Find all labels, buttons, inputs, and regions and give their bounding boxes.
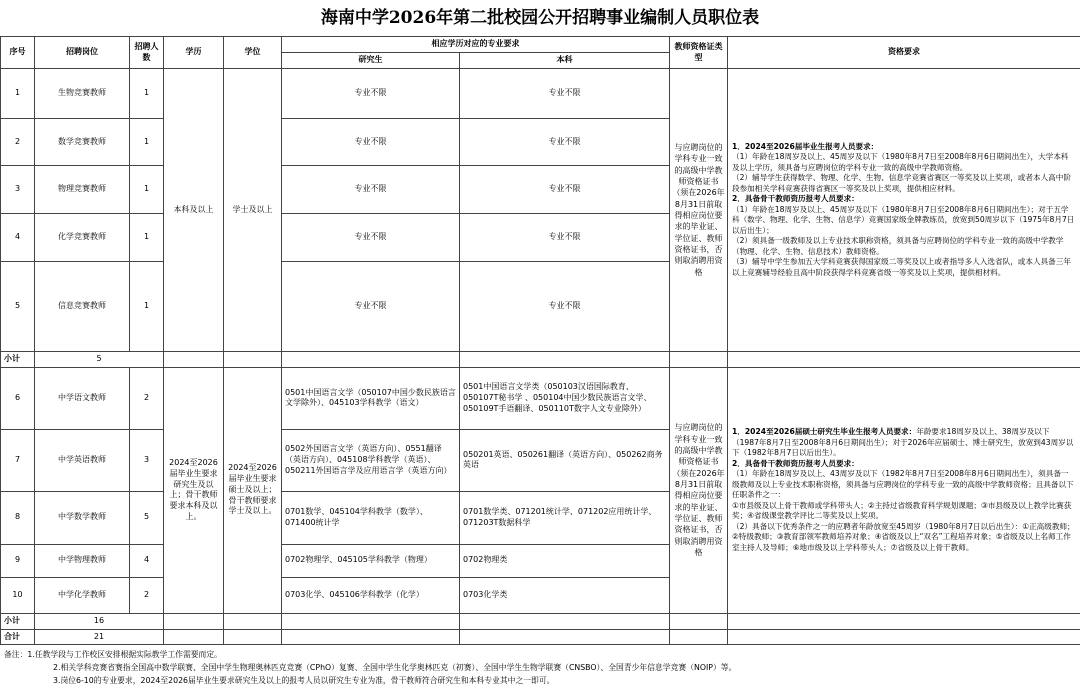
cell-education: 本科及以上 — [164, 69, 224, 352]
note-1: 备注：1.任教学段与工作校区安排根据实际教学工作需要而定。 — [4, 650, 222, 659]
cell-position: 物理竞赛教师 — [35, 166, 130, 214]
cell-position: 化学竞赛教师 — [35, 214, 130, 262]
cell-seq: 1 — [1, 69, 35, 119]
cell-count: 4 — [130, 544, 164, 577]
cell-count: 1 — [130, 262, 164, 352]
req-line: （2）须具备一级教师及以上专业技术职称资格，须具备与应聘岗位的学科专业一致的高级中学教学（物理、化学、生物、信息技术）教师资格。 — [732, 236, 1064, 256]
header-major-group: 相应学历对应的专业要求 — [282, 37, 670, 53]
cell-position: 信息竞赛教师 — [35, 262, 130, 352]
subtotal-label: 小计 — [1, 352, 35, 368]
req-heading: 1．2024至2026届硕士研究生毕业生报考人员要求： — [732, 427, 917, 437]
cell-degree: 2024至2026届毕业生要求硕士及以上；骨干教师要求学士及以上。 — [224, 367, 282, 613]
table-row — [1, 367, 1080, 429]
header-qualification: 资格要求 — [728, 37, 1080, 69]
cell-position: 数学竞赛教师 — [35, 119, 130, 166]
cell-grad-major: 专业不限 — [282, 119, 460, 166]
subtotal-label: 小计 — [1, 613, 35, 629]
header-degree: 学位 — [224, 37, 282, 69]
cell-count: 5 — [130, 491, 164, 544]
req-line: （3）辅导中学生参加五大学科竞赛获得国家级二等奖及以上或者指导多人入选省队，或本人具备三年以上竞赛辅导经验且高中阶段获得学科竞赛省级一等奖及以上奖项，提供相材料。 — [732, 257, 1071, 277]
cell-qualification — [728, 367, 1080, 613]
cell-ug-major: 专业不限 — [460, 69, 670, 119]
cell-ug-major: 0701数学类、071201统计学、071202应用统计学、071203T数据科学 — [460, 491, 670, 544]
cell-ug-major: 专业不限 — [460, 166, 670, 214]
cell-grad-major: 专业不限 — [282, 166, 460, 214]
cell-seq: 9 — [1, 544, 35, 577]
req-heading: 1．2024至2026届毕业生报考人员要求： — [732, 141, 879, 151]
cell-count: 1 — [130, 166, 164, 214]
cell-count: 2 — [130, 367, 164, 429]
cell-qualification — [728, 69, 1080, 352]
req-line: ①市县级及以上骨干教师或学科带头人；②主持过省级教育科学规划课题；③市县级及以上教学比赛获奖；④省级课堂教学评比二等奖及以上奖项。 — [732, 500, 1072, 521]
cell-ug-major: 050201英语、050261翻译（英语方向）、050262商务英语 — [460, 429, 670, 491]
cell-ug-major: 专业不限 — [460, 119, 670, 166]
subtotal-value: 16 — [35, 613, 164, 629]
req-line: （2）具备以下优秀条件之一的应聘者年龄放宽至45周岁（1980年8月7日以后出生）：①正高级教师；②特级教师；③教育部领军教师培养对象；④省级及以上“双名”工程培养对象；⑤省级及以上名师工作室主持人及导师；⑥地市级及以上学科带头人；⑦省级及以上骨干教师。 — [732, 521, 1075, 552]
cell-ug-major: 0501中国语言文学类（050103汉语国际教育、050107T秘书学 、050104中国少数民族语言文学、050109T手语翻译、050110T数字人文专业除外） — [460, 367, 670, 429]
req-line: 年龄要求18周岁及以上、38周岁及以下（1987年8月7日至2008年8月6日期间出生）；对于2026年应届硕士、博士研究生，放宽到43周岁以下（1982年8月7日以后出生）。 — [732, 427, 1074, 458]
header-cert-type: 教师资格证类型 — [670, 37, 728, 69]
req-line: （2）辅导学生获得数学、物理、化学、生物、信息学竞赛省赛区一等奖及以上奖项，或者本人高中阶段参加相关学科竞赛获得省赛区一等奖及以上奖项，提供相应材料。 — [732, 173, 1071, 193]
cell-grad-major: 专业不限 — [282, 69, 460, 119]
cell-count: 1 — [130, 69, 164, 119]
cell-ug-major: 专业不限 — [460, 214, 670, 262]
cell-position: 中学数学教师 — [35, 491, 130, 544]
cell-grad-major: 0501中国语言文学（050107中国少数民族语言文学除外）、045103学科教学（语文） — [282, 367, 460, 429]
cell-education: 2024至2026届毕业生要求研究生及以上；骨干教师要求本科及以上。 — [164, 367, 224, 613]
cell-position: 中学化学教师 — [35, 577, 130, 613]
header-count: 招聘人数 — [130, 37, 164, 69]
cell-count: 3 — [130, 429, 164, 491]
page-title: 海南中学2026年第二批校园公开招聘事业编制人员职位表 — [320, 8, 760, 28]
cell-seq: 7 — [1, 429, 35, 491]
cell-position: 生物竞赛教师 — [35, 69, 130, 119]
table-row — [1, 69, 1080, 119]
cell-ug-major: 0703化学类 — [460, 577, 670, 613]
cell-cert-type: 与应聘岗位的学科专业一致的高级中学教师资格证书（须在2026年8月31日前取得相应岗位要求的毕业证、学位证、教师资格证书，否则取消聘用资格 — [670, 69, 728, 352]
notes — [0, 648, 1080, 687]
cell-grad-major: 专业不限 — [282, 262, 460, 352]
total-row — [1, 629, 1080, 645]
cell-seq: 6 — [1, 367, 35, 429]
cell-count: 2 — [130, 577, 164, 613]
cell-ug-major: 专业不限 — [460, 262, 670, 352]
req-heading: 2．具备骨干教师资历报考人员要求： — [732, 194, 859, 204]
cell-seq: 3 — [1, 166, 35, 214]
req-line: （1）年龄在18周岁及以上、45周岁及以下（1980年8月7日至2008年8月6日期间出生）；对于五学科（数学、物理、化学、生物、信息学）竞赛国家级金牌教练员，放宽到50周岁以下（1975年8月7日以后出生）； — [732, 204, 1075, 235]
header-position: 招聘岗位 — [35, 37, 130, 69]
cell-grad-major: 专业不限 — [282, 214, 460, 262]
cell-seq: 4 — [1, 214, 35, 262]
req-heading: 2．具备骨干教师资历报考人员要求： — [732, 458, 859, 468]
header-seq: 序号 — [1, 37, 35, 69]
cell-seq: 2 — [1, 119, 35, 166]
cell-count: 1 — [130, 214, 164, 262]
cell-grad-major: 0502外国语言文学（英语方向）、0551翻译（英语方向）、045108学科教学（英语）、050211外国语言学及应用语言学（英语方向） — [282, 429, 460, 491]
cell-cert-type: 与应聘岗位的学科专业一致的高级中学教师资格证书（须在2026年8月31日前取得相应岗位要求的毕业证、学位证、教师资格证书，否则取消聘用资格 — [670, 367, 728, 613]
header-undergrad: 本科 — [460, 53, 670, 69]
cell-grad-major: 0701数学、045104学科教学（数学）、071400统计学 — [282, 491, 460, 544]
cell-seq: 10 — [1, 577, 35, 613]
header-graduate: 研究生 — [282, 53, 460, 69]
req-line: （1）年龄在18周岁及以上、45周岁及以下（1980年8月7日至2008年8月6日期间出生），大学本科及以上学历，须具备与应聘岗位的学科专业一致的高级中学教师资格。 — [732, 152, 1069, 172]
positions-table — [0, 36, 1080, 645]
subtotal-row — [1, 613, 1080, 629]
cell-seq: 5 — [1, 262, 35, 352]
cell-degree: 学士及以上 — [224, 69, 282, 352]
cell-grad-major: 0702物理学、045105学科教学（物理） — [282, 544, 460, 577]
cell-position: 中学语文教师 — [35, 367, 130, 429]
cell-count: 1 — [130, 119, 164, 166]
cell-position: 中学英语教师 — [35, 429, 130, 491]
total-label: 合计 — [1, 629, 35, 645]
header-education: 学历 — [164, 37, 224, 69]
cell-grad-major: 0703化学、045106学科教学（化学） — [282, 577, 460, 613]
cell-ug-major: 0702物理类 — [460, 544, 670, 577]
total-value: 21 — [35, 629, 164, 645]
cell-seq: 8 — [1, 491, 35, 544]
note-3: 3.岗位6-10的专业要求，2024至2026届毕业生要求研究生及以上的报考人员以研究生专业为准，骨干教师符合研究生和本科专业其中之一即可。 — [53, 676, 555, 685]
cell-position: 中学物理教师 — [35, 544, 130, 577]
subtotal-row — [1, 352, 1080, 368]
note-2: 2.相关学科竞赛省赛指全国高中数学联赛、全国中学生物理奥林匹克竞赛（CPhO）复赛、全国中学生化学奥林匹克（初赛）、全国中学生生物学联赛（CNSBO）、全国青少年信息学竞赛（NOIP）等。 — [53, 663, 737, 672]
subtotal-value: 5 — [35, 352, 164, 368]
req-line: （1）年龄在18周岁及以上、43周岁及以下（1982年8月7日至2008年8月6日期间出生），须具备一级教师及以上专业技术职称资格，须具备与应聘岗位的学科专业一致的高级中学教师资格；且具备以下任职条件之一： — [732, 469, 1074, 500]
